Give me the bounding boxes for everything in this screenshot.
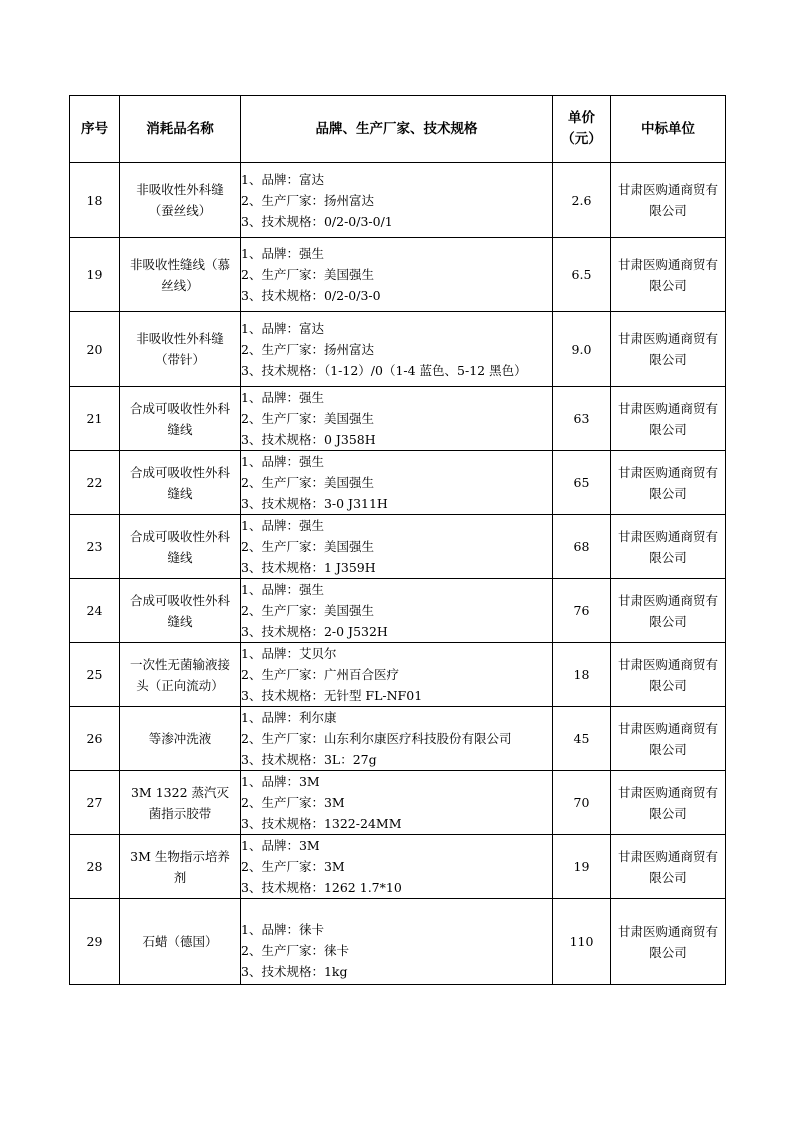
table-row xyxy=(70,835,726,899)
cell-seq: 27 xyxy=(70,771,120,835)
spec-brand: 1、品牌：强生 xyxy=(241,246,324,261)
cell-price: 65 xyxy=(553,451,611,515)
item-name: 3M 生物指示培养剂 xyxy=(130,848,230,885)
spec-brand: 1、品牌：富达 xyxy=(241,320,324,336)
cell-supplier xyxy=(611,451,726,515)
header-price xyxy=(553,96,611,163)
spec-detail: 3、技术规格：0/2-0/3-0/1 xyxy=(241,213,393,229)
cell-seq: 26 xyxy=(70,707,120,771)
cell-supplier xyxy=(611,771,726,835)
spec-maker: 2、生产厂家：美国强生 xyxy=(241,475,374,490)
cell-price: 68 xyxy=(553,515,611,579)
spec-detail: 3、技术规格：1kg xyxy=(241,964,348,979)
table-row xyxy=(70,387,726,451)
spec-detail: 3、技术规格：3-0 J311H xyxy=(241,496,388,511)
item-name: 合成可吸收性外科缝线 xyxy=(129,592,230,629)
cell-seq: 20 xyxy=(70,312,120,387)
item-name: 等渗冲洗液 xyxy=(148,731,212,746)
cell-name xyxy=(120,771,241,835)
cell-spec xyxy=(241,643,553,707)
spec-maker: 2、生产厂家：徕卡 xyxy=(241,943,349,958)
spec-detail: 3、技术规格：3L：27g xyxy=(241,752,377,767)
header-supplier: 中标单位 xyxy=(611,96,726,163)
spec-maker: 2、生产厂家：3M xyxy=(241,859,345,874)
cell-supplier xyxy=(611,312,726,387)
table-row xyxy=(70,163,726,238)
cell-supplier xyxy=(611,707,726,771)
header-price-line2: （元） xyxy=(561,131,602,147)
table-row xyxy=(70,643,726,707)
cell-name xyxy=(120,707,241,771)
cell-spec xyxy=(241,163,553,238)
cell-price: 6.5 xyxy=(553,238,611,312)
table-row xyxy=(70,312,726,387)
cell-seq: 21 xyxy=(70,387,120,451)
header-seq: 序号 xyxy=(70,96,120,163)
spec-brand: 1、品牌：3M xyxy=(241,774,320,789)
cell-supplier xyxy=(611,515,726,579)
spec-detail: 3、技术规格：1 J359H xyxy=(241,560,376,575)
cell-price: 45 xyxy=(553,707,611,771)
spec-maker: 2、生产厂家：山东利尔康医疗科技股份有限公司 xyxy=(241,731,512,746)
spec-maker: 2、生产厂家：美国强生 xyxy=(241,267,374,282)
table-row xyxy=(70,579,726,643)
cell-seq: 23 xyxy=(70,515,120,579)
item-name: 合成可吸收性外科缝线 xyxy=(129,528,230,565)
cell-supplier xyxy=(611,387,726,451)
cell-seq: 25 xyxy=(70,643,120,707)
header-row xyxy=(70,96,726,163)
cell-seq: 22 xyxy=(70,451,120,515)
supplier-name: 甘肃医购通商贸有限公司 xyxy=(617,400,718,437)
item-name: 石蜡（德国） xyxy=(142,934,218,949)
spec-maker: 2、生产厂家：美国强生 xyxy=(241,411,374,426)
supplier-name: 甘肃医购通商贸有限公司 xyxy=(617,592,718,629)
spec-brand: 1、品牌：强生 xyxy=(241,582,324,597)
cell-supplier xyxy=(611,835,726,899)
cell-price: 110 xyxy=(553,899,611,985)
spec-brand: 1、品牌：强生 xyxy=(241,454,324,469)
supplier-name: 甘肃医购通商贸有限公司 xyxy=(617,848,718,885)
cell-supplier xyxy=(611,163,726,238)
supplier-name: 甘肃医购通商贸有限公司 xyxy=(617,784,718,821)
spec-brand: 1、品牌：徕卡 xyxy=(241,922,324,937)
spec-brand: 1、品牌：艾贝尔 xyxy=(241,646,337,661)
supplier-name: 甘肃医购通商贸有限公司 xyxy=(617,182,718,218)
spec-maker: 2、生产厂家：扬州富达 xyxy=(241,341,374,357)
table-row xyxy=(70,515,726,579)
cell-spec xyxy=(241,451,553,515)
table-row xyxy=(70,451,726,515)
cell-spec xyxy=(241,387,553,451)
spec-brand: 1、品牌：强生 xyxy=(241,518,324,533)
spec-brand: 1、品牌：3M xyxy=(241,838,320,853)
cell-seq: 28 xyxy=(70,835,120,899)
supplier-name: 甘肃医购通商贸有限公司 xyxy=(617,923,718,960)
cell-price: 76 xyxy=(553,579,611,643)
spec-maker: 2、生产厂家：3M xyxy=(241,795,345,810)
spec-detail: 3、技术规格：1322-24MM xyxy=(241,816,402,831)
table-row xyxy=(70,771,726,835)
cell-price: 70 xyxy=(553,771,611,835)
cell-spec xyxy=(241,899,553,985)
cell-name xyxy=(120,643,241,707)
item-name: 非吸收性外科缝（带针） xyxy=(136,331,224,367)
spec-detail: 3、技术规格：2-0 J532H xyxy=(241,624,388,639)
cell-name xyxy=(120,899,241,985)
cell-seq: 19 xyxy=(70,238,120,312)
cell-spec xyxy=(241,579,553,643)
cell-seq: 24 xyxy=(70,579,120,643)
cell-spec xyxy=(241,515,553,579)
header-name: 消耗品名称 xyxy=(120,96,241,163)
cell-name xyxy=(120,387,241,451)
spec-detail: 3、技术规格：无针型 FL-NF01 xyxy=(241,688,423,703)
spec-brand: 1、品牌：强生 xyxy=(241,390,324,405)
cell-name xyxy=(120,312,241,387)
cell-supplier xyxy=(611,643,726,707)
cell-seq: 18 xyxy=(70,163,120,238)
cell-spec xyxy=(241,707,553,771)
spec-detail: 3、技术规格：（1-12）/0（1-4 蓝色、5-12 黑色） xyxy=(241,362,527,378)
cell-name xyxy=(120,238,241,312)
cell-spec xyxy=(241,312,553,387)
spec-brand: 1、品牌：富达 xyxy=(241,171,324,187)
supplier-name: 甘肃医购通商贸有限公司 xyxy=(617,331,718,367)
consumables-table xyxy=(69,95,726,985)
cell-name xyxy=(120,163,241,238)
supplier-name: 甘肃医购通商贸有限公司 xyxy=(617,528,718,565)
cell-name xyxy=(120,579,241,643)
supplier-name: 甘肃医购通商贸有限公司 xyxy=(617,464,718,501)
item-name: 非吸收性缝线（慕丝线） xyxy=(129,256,230,293)
spec-brand: 1、品牌：利尔康 xyxy=(241,710,337,725)
spec-maker: 2、生产厂家：美国强生 xyxy=(241,603,374,618)
spec-maker: 2、生产厂家：扬州富达 xyxy=(241,192,374,208)
supplier-name: 甘肃医购通商贸有限公司 xyxy=(617,256,718,293)
cell-price: 18 xyxy=(553,643,611,707)
cell-supplier xyxy=(611,899,726,985)
cell-seq: 29 xyxy=(70,899,120,985)
spec-detail: 3、技术规格：1262 1.7*10 xyxy=(241,880,402,895)
cell-supplier xyxy=(611,238,726,312)
cell-name xyxy=(120,835,241,899)
table-row xyxy=(70,899,726,985)
item-name: 3M 1322 蒸汽灭菌指示胶带 xyxy=(130,784,229,821)
table-row xyxy=(70,238,726,312)
header-price-line1: 单价 xyxy=(568,110,595,126)
supplier-name: 甘肃医购通商贸有限公司 xyxy=(617,720,718,757)
spec-maker: 2、生产厂家：美国强生 xyxy=(241,539,374,554)
cell-price: 9.0 xyxy=(553,312,611,387)
item-name: 合成可吸收性外科缝线 xyxy=(129,400,230,437)
cell-spec xyxy=(241,238,553,312)
table-row xyxy=(70,707,726,771)
cell-name xyxy=(120,451,241,515)
supplier-name: 甘肃医购通商贸有限公司 xyxy=(617,656,718,693)
cell-name xyxy=(120,515,241,579)
cell-price: 19 xyxy=(553,835,611,899)
cell-spec xyxy=(241,771,553,835)
cell-price: 2.6 xyxy=(553,163,611,238)
header-spec: 品牌、生产厂家、技术规格 xyxy=(241,96,553,163)
item-name: 非吸收性外科缝（蚕丝线） xyxy=(136,182,224,218)
cell-spec xyxy=(241,835,553,899)
spec-detail: 3、技术规格：0 J358H xyxy=(241,432,376,447)
cell-price: 63 xyxy=(553,387,611,451)
spec-detail: 3、技术规格：0/2-0/3-0 xyxy=(241,288,381,303)
spec-maker: 2、生产厂家：广州百合医疗 xyxy=(241,667,399,682)
item-name: 一次性无菌输液接头（正向流动） xyxy=(129,656,230,693)
item-name: 合成可吸收性外科缝线 xyxy=(129,464,230,501)
cell-supplier xyxy=(611,579,726,643)
